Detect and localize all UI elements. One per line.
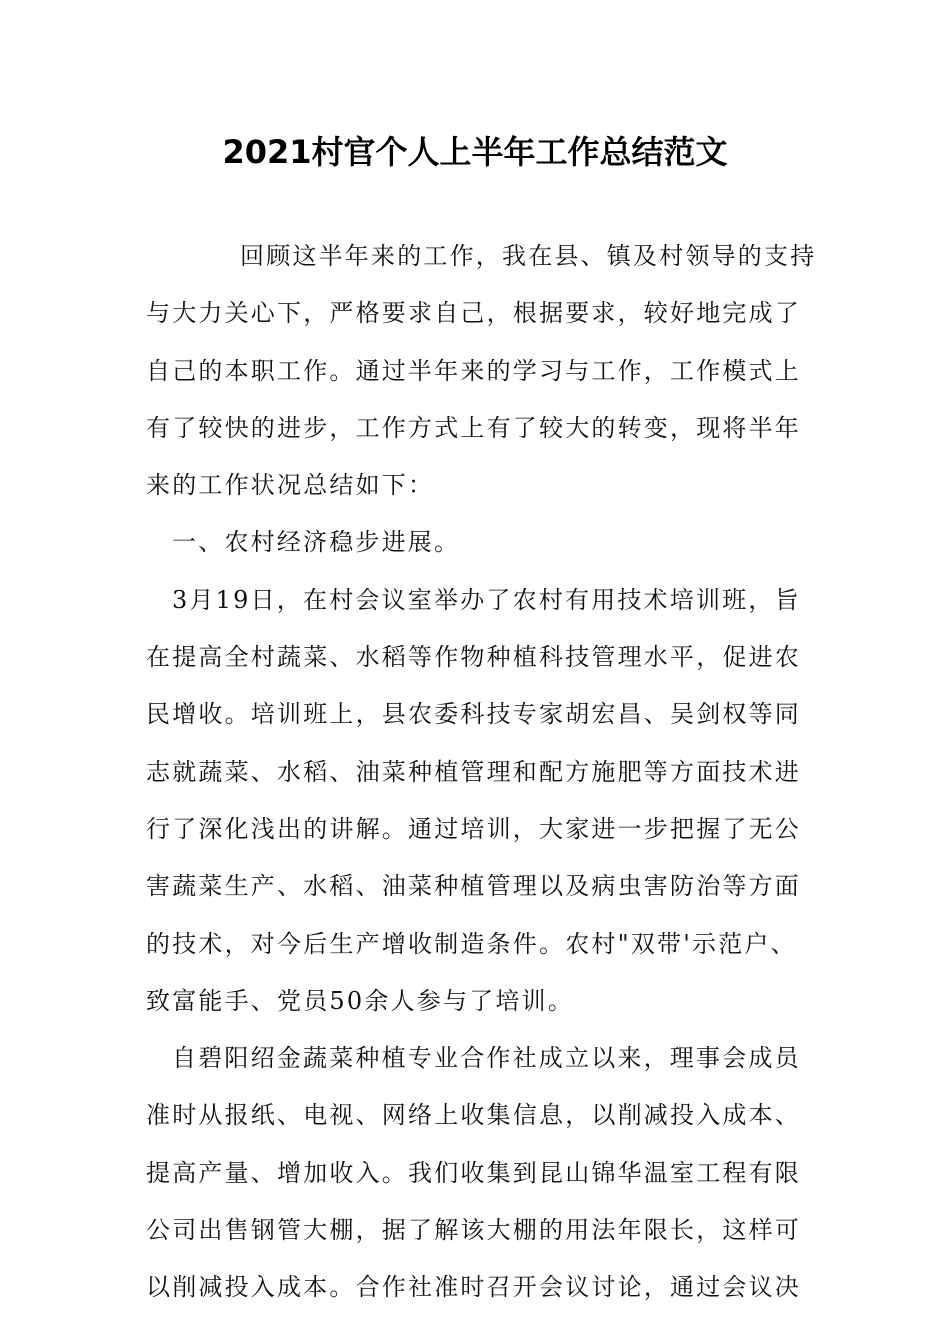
body-line: 自碧阳绍金蔬菜种植专业合作社成立以来，理事会成员 bbox=[172, 1044, 801, 1073]
body-line: 回顾这半年来的工作，我在县、镇及村领导的支持 bbox=[240, 242, 817, 270]
body-line: 公司出售钢管大棚，据了解该大棚的用法年限长，这样可 bbox=[146, 1216, 801, 1245]
body-line: 的技术，对今后生产增收制造条件。农村"双带'示范户、 bbox=[146, 929, 797, 958]
body-line: 行了深化浅出的讲解。通过培训，大家进一步把握了无公 bbox=[146, 814, 801, 843]
body-line: 民增收。培训班上，县农委科技专家胡宏昌、吴剑权等同 bbox=[146, 700, 801, 729]
document-body bbox=[146, 228, 817, 1317]
body-line: 自己的本职工作。通过半年来的学习与工作，工作模式上 bbox=[146, 356, 801, 385]
body-line: 3月19日，在村会议室举办了农村有用技术培训班，旨 bbox=[172, 585, 801, 614]
body-line: 准时从报纸、电视、网络上收集信息，以削减投入成本、 bbox=[146, 1101, 801, 1130]
body-line: 提高产量、增加收入。我们收集到昆山锦华温室工程有限 bbox=[146, 1158, 801, 1187]
body-line: 与大力关心下，严格要求自己，根据要求，较好地完成了 bbox=[146, 299, 801, 328]
body-line: 志就蔬菜、水稻、油菜种植管理和配方施肥等方面技术进 bbox=[146, 757, 801, 786]
body-line: 来的工作状况总结如下： bbox=[146, 471, 435, 500]
body-line: 害蔬菜生产、水稻、油菜种植管理以及病虫害防治等方面 bbox=[146, 872, 801, 901]
body-line: 在提高全村蔬菜、水稻等作物种植科技管理水平，促进农 bbox=[146, 643, 801, 672]
body-line: 以削减投入成本。合作社准时召开会议讨论，通过会议决 bbox=[146, 1273, 801, 1302]
section-heading: 一、农村经济稳步进展。 bbox=[172, 528, 461, 557]
document-title: 2021村官个人上半年工作总结范文 bbox=[222, 133, 728, 171]
body-line: 有了较快的进步，工作方式上有了较大的转变，现将半年 bbox=[146, 413, 801, 442]
body-line: 致富能手、党员50余人参与了培训。 bbox=[146, 986, 574, 1015]
